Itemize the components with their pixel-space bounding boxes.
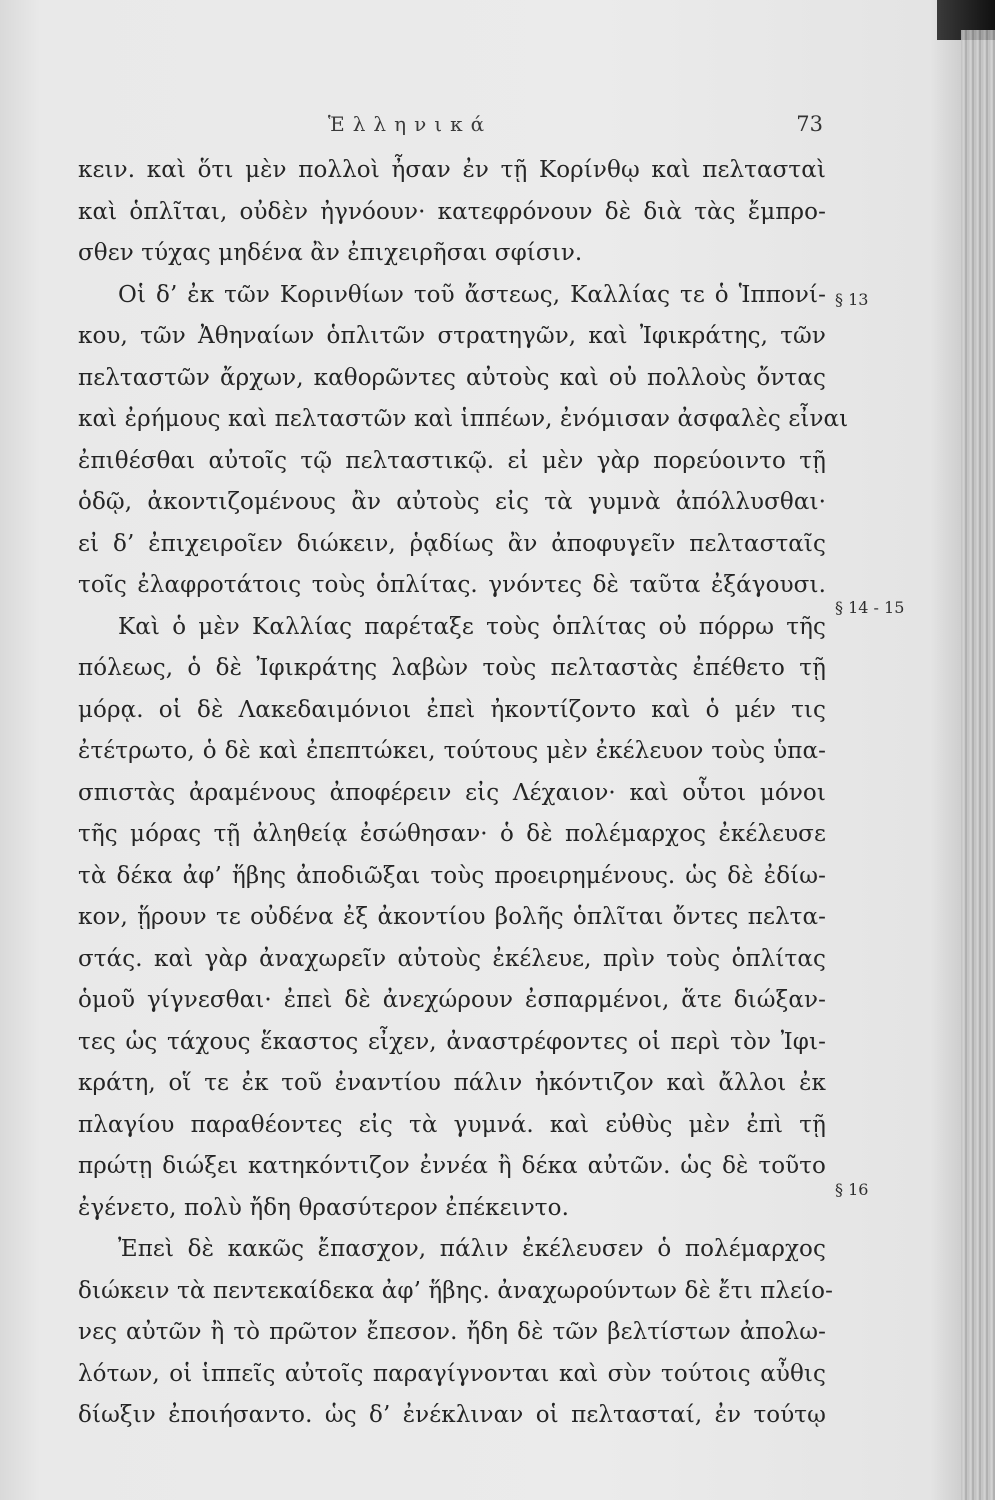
- body-text: [78, 150, 849, 1437]
- text-line: πόλεως, ὁ δὲ Ἰφικράτης λαβὼν τοὺς πελταστὰς ἐπέθετο τῇ: [78, 655, 826, 681]
- text-line: σθεν τύχας μηδένα ἂν ἐπιχειρῆσαι σφίσιν.: [78, 240, 583, 266]
- text-line: εἰ δ’ ἐπιχειροῖεν διώκειν, ῥᾳδίως ἂν ἀποφυγεῖν πελτασταῖς: [78, 530, 826, 557]
- text-line: τὰ δέκα ἀφ’ ἥβης ἀποδιῶξαι τοὺς προειρημένους. ὡς δὲ ἐδίω-: [78, 862, 826, 889]
- text-line: τοῖς ἐλαφροτάτοις τοὺς ὁπλίτας. γνόντες δὲ ταῦτα ἐξάγουσι.: [78, 572, 826, 598]
- text-line: Οἱ δ’ ἐκ τῶν Κορινθίων τοῦ ἄστεως, Καλλίας τε ὁ Ἱππονί-: [118, 281, 826, 308]
- text-line: σπιστὰς ἀραμένους ἀποφέρειν εἰς Λέχαιον· καὶ οὗτοι μόνοι: [78, 779, 826, 806]
- text-line: καὶ ὁπλῖται, οὐδὲν ἠγνόουν· κατεφρόνουν δὲ διὰ τὰς ἔμπρο-: [78, 198, 826, 225]
- text-line: καὶ ἐρήμους καὶ πελταστῶν καὶ ἱππέων, ἐνόμισαν ἀσφαλὲς εἶναι: [78, 406, 849, 432]
- text-line: μόρᾳ. οἱ δὲ Λακεδαιμόνιοι ἐπεὶ ἠκοντίζοντο καὶ ὁ μέν τις: [78, 696, 826, 723]
- text-line: τῆς μόρας τῇ ἀληθείᾳ ἐσώθησαν· ὁ δὲ πολέμαρχος ἐκέλευσε: [78, 821, 826, 847]
- section-marker-13: § 13: [835, 290, 869, 309]
- page-stack-edge: [961, 30, 995, 1500]
- section-marker-16: § 16: [835, 1180, 869, 1199]
- text-line: κράτη, οἵ τε ἐκ τοῦ ἐναντίου πάλιν ἠκόντιζον καὶ ἄλλοι ἐκ: [78, 1070, 826, 1096]
- text-line: ἐτέτρωτο, ὁ δὲ καὶ ἐπεπτώκει, τούτους μὲν ἐκέλευον τοὺς ὑπα-: [78, 738, 826, 764]
- text-line: νες αὐτῶν ἢ τὸ πρῶτον ἔπεσον. ἤδη δὲ τῶν βελτίστων ἀπολω-: [78, 1319, 826, 1345]
- text-line: στάς. καὶ γὰρ ἀναχωρεῖν αὐτοὺς ἐκέλευε, πρὶν τοὺς ὁπλίτας: [78, 945, 826, 972]
- text-line: διώκειν τὰ πεντεκαίδεκα ἀφ’ ἥβης. ἀναχωρούντων δὲ ἔτι πλείο-: [78, 1277, 833, 1304]
- text-line: ἐπιθέσθαι αὐτοῖς τῷ πελταστικῷ. εἰ μὲν γὰρ πορεύοιντο τῇ: [78, 447, 826, 474]
- page-number: 73: [796, 112, 823, 136]
- text-line: κειν. καὶ ὅτι μὲν πολλοὶ ἦσαν ἐν τῇ Κορίνθῳ καὶ πελτασταὶ: [78, 157, 826, 183]
- text-line: πελταστῶν ἄρχων, καθορῶντες αὐτοὺς καὶ οὐ πολλοὺς ὄντας: [78, 364, 826, 391]
- text-line: ἐγένετο, πολὺ ἤδη θρασύτερον ἐπέκειντο.: [78, 1194, 569, 1221]
- text-line: λότων, οἱ ἱππεῖς αὐτοῖς παραγίγνονται καὶ σὺν τούτοις αὖθις: [78, 1360, 826, 1387]
- text-line: κου, τῶν Ἀθηναίων ὁπλιτῶν στρατηγῶν, καὶ Ἰφικράτης, τῶν: [78, 323, 826, 349]
- text-line: Ἐπεὶ δὲ κακῶς ἔπασχον, πάλιν ἐκέλευσεν ὁ πολέμαρχος: [118, 1236, 826, 1262]
- text-line: ὁδῷ, ἀκοντιζομένους ἂν αὐτοὺς εἰς τὰ γυμνὰ ἀπόλλυσθαι·: [78, 489, 826, 515]
- running-head: Ἑλληνικά: [327, 112, 493, 136]
- text-line: πρώτῃ διώξει κατηκόντιζον ἐννέα ἢ δέκα αὐτῶν. ὡς δὲ τοῦτο: [78, 1153, 826, 1179]
- text-line: ὁμοῦ γίγνεσθαι· ἐπεὶ δὲ ἀνεχώρουν ἐσπαρμένοι, ἅτε διώξαν-: [78, 987, 826, 1013]
- text-line: τες ὡς τάχους ἕκαστος εἶχεν, ἀναστρέφοντες οἱ περὶ τὸν Ἰφι-: [78, 1028, 826, 1055]
- text-line: πλαγίου παραθέοντες εἰς τὰ γυμνά. καὶ εὐθὺς μὲν ἐπὶ τῇ: [78, 1111, 826, 1138]
- text-line: κον, ᾕρουν τε οὐδένα ἐξ ἀκοντίου βολῆς ὁπλῖται ὄντες πελτα-: [78, 904, 826, 930]
- text-line: Καὶ ὁ μὲν Καλλίας παρέταξε τοὺς ὁπλίτας οὐ πόρρω τῆς: [118, 613, 826, 640]
- text-line: δίωξιν ἐποιήσαντο. ὡς δ’ ἐνέκλιναν οἱ πελτασταί, ἐν τούτῳ: [78, 1402, 826, 1428]
- section-marker-14-15: § 14 - 15: [835, 598, 905, 617]
